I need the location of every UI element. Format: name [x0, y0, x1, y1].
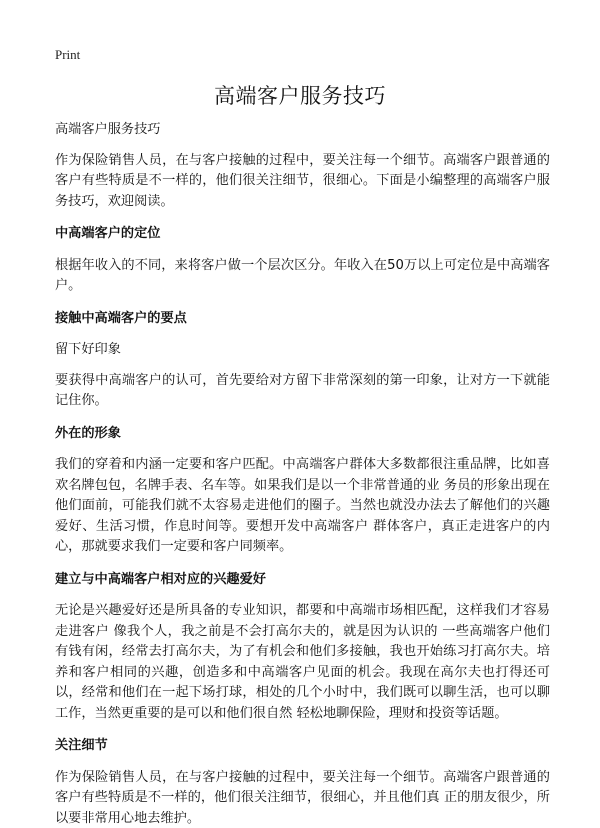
- subheading-good-impression: 留下好印象: [55, 342, 121, 357]
- section-heading-interests: 建立与中高端客户相对应的兴趣爱好: [55, 571, 266, 587]
- page-title: 高端客户服务技巧: [214, 84, 386, 108]
- print-link[interactable]: Print: [55, 47, 81, 62]
- section-heading-details: 关注细节: [55, 738, 108, 753]
- paragraph-details: 作为保险销售人员，在与客户接触的过程中，要关注每一个细节。高端客户跟普通的客户有些特质是不一样的，他们很关注细节，很细心，并且他们真 正的朋友很少，所以要非常用心地去维护。: [55, 769, 550, 826]
- intro-paragraph: 作为保险销售人员，在与客户接触的过程中，要关注每一个细节。高端客户跟普通的客户有些特质是不一样的，他们很关注细节，很细心。下面是小编整理的高端客户服务技巧，欢迎阅读。: [55, 152, 550, 209]
- article-subtitle: 高端客户服务技巧: [55, 122, 161, 137]
- section-heading-appearance: 外在的形象: [55, 425, 121, 441]
- section-heading-contact-points: 接触中高端客户的要点: [55, 310, 187, 326]
- section-heading-positioning: 中高端客户的定位: [55, 226, 161, 241]
- paragraph-appearance: 我们的穿着和内涵一定要和客户匹配。中高端客户群体大多数都很注重品牌，比如喜欢名牌包包，名牌手表、名车等。如果我们是以一个非常普通的业 务员的形象出现在他们面前，可能我们就不太容易走进他们的圈子。当然也就没办法去了解他们的兴趣爱好、生活习惯，作息时间等。要想开发中高端客户 群体客户，真正走进客户的内心，那就要求我们一定要和客户同频率。: [55, 457, 550, 554]
- paragraph-interests: 无论是兴趣爱好还是所具备的专业知识，都要和中高端市场相匹配，这样我们才容易走进客户 像我个人，我之前是不会打高尔夫的，就是因为认识的 一些高端客户他们有钱有闲，经常去打高尔夫，为了有机会和他们多接触，我也开始练习打高尔夫。培养和客户相同的兴趣，创造多和中高端客户见面的机会。我现在高尔夫也打得还可以，经常和他们在一起下场打球，相处的几个小时中，我们既可以聊生活，也可以聊工作，当然更重要的是可以和他们很自然 轻松地聊保险，理财和投资等话题。: [55, 603, 550, 721]
- paragraph-impression: 要获得中高端客户的认可，首先要给对方留下非常深刻的第一印象，让对方一下就能记住你。: [55, 372, 550, 408]
- article-body: [55, 120, 550, 828]
- paragraph-positioning: 根据年收入的不同，来将客户做一个层次区分。年收入在50万以上可定位是中高端客户。: [55, 257, 550, 293]
